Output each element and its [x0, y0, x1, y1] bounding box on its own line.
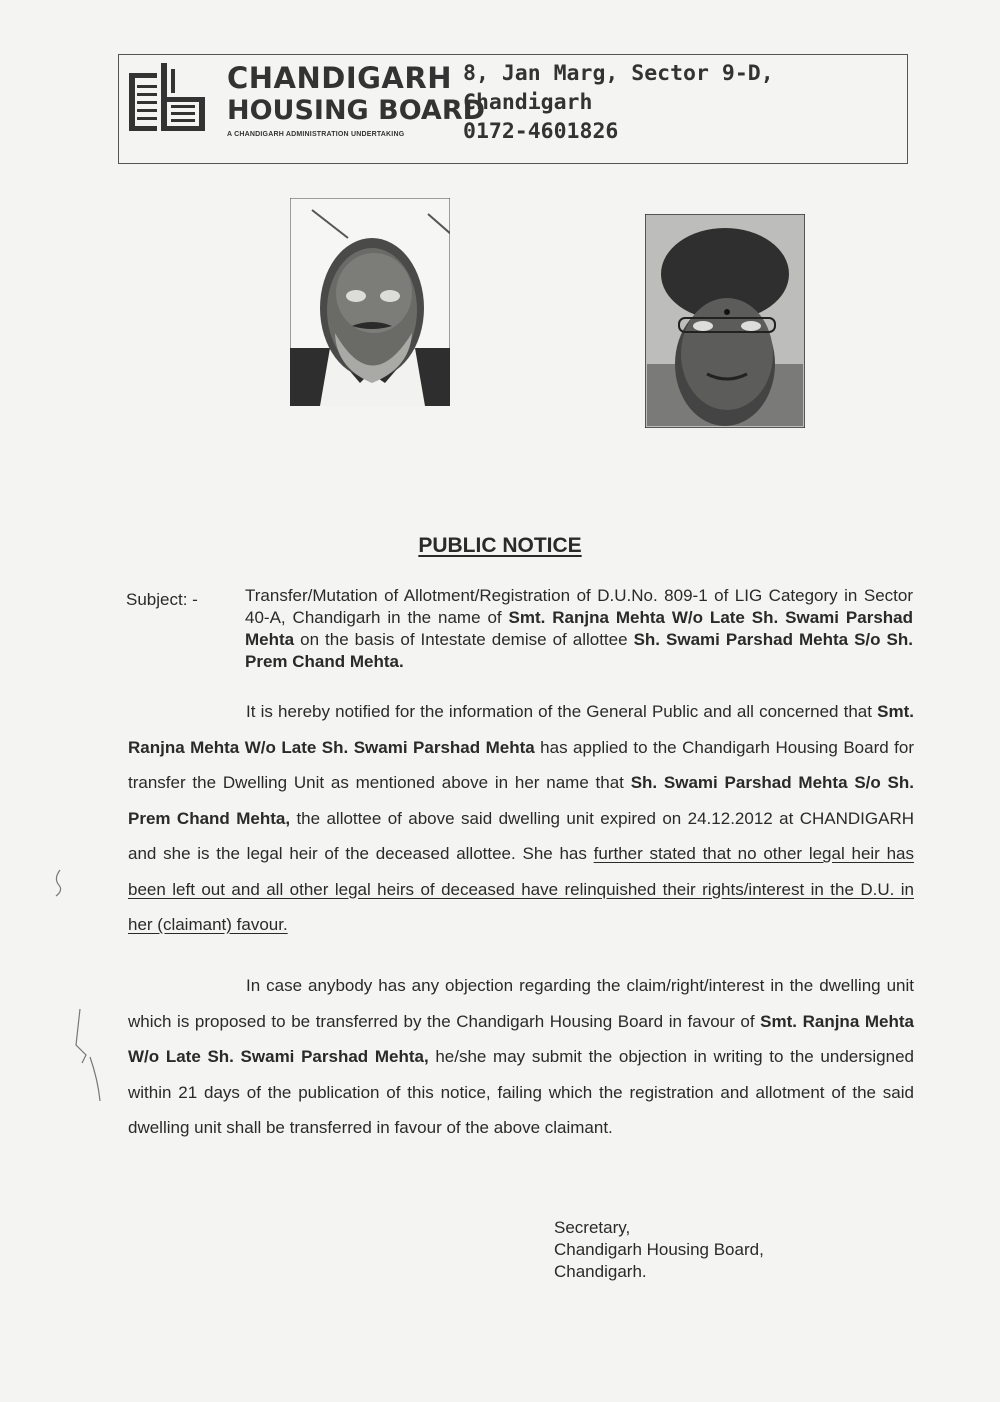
subject-allottee-name: Sh. Swami Parshad Mehta S/o Sh. Prem Chand Mehta. [245, 630, 913, 671]
signatory-title: Secretary, [554, 1218, 631, 1237]
letterhead [118, 54, 908, 164]
underlined-statement: further stated that no other legal heir has been left out and all other legal heirs of deceased have relinquished their rights/interest in the D.U. in her (claimant) favour. [128, 844, 914, 934]
paragraph-text: In case anybody has any objection regarding the claim/right/interest in the dwelling unit which is proposed to be transferred by the Chandigarh Housing Board in favour of [128, 976, 914, 1031]
subject-claimant-name: Smt. Ranjna Mehta W/o Late Sh. Swami Parshad Mehta [245, 608, 913, 649]
allottee-photo [290, 198, 450, 406]
address-city: Chandigarh [463, 90, 593, 115]
org-name: CHANDIGARH [227, 61, 452, 95]
claimant-name: Smt. Ranjna Mehta W/o Late Sh. Swami Parshad Mehta, [128, 1011, 914, 1066]
chb-logo-icon [129, 63, 207, 133]
phone-number: 0172-4601826 [463, 119, 619, 144]
margin-scribble-icon [68, 1005, 108, 1105]
address-line: 8, Jan Marg, Sector 9-D, [463, 61, 774, 86]
subject-text [245, 585, 913, 673]
signature-block [554, 1217, 764, 1283]
signatory-org: Chandigarh Housing Board, [554, 1240, 764, 1259]
allottee-name: Sh. Swami Parshad Mehta S/o Sh. Prem Chand Mehta, [128, 773, 914, 828]
claimant-name: Smt. Ranjna Mehta W/o Late Sh. Swami Parshad Mehta [128, 702, 914, 757]
subject-text-part: on the basis of Intestate demise of allottee [294, 630, 634, 649]
paragraph-text: he/she may submit the objection in writing to the undersigned within 21 days of the publication of this notice, failing which the registration and allotment of the said dwelling unit shall be transferred in favour of the above claimant. [128, 1047, 914, 1137]
subject-text-part: Transfer/Mutation of Allotment/Registration of D.U.No. 809-1 of LIG Category in Sector 40-A, Chandigarh in the name of [245, 586, 913, 627]
paragraph-text: has applied to the Chandigarh Housing Board for transfer the Dwelling Unit as mentioned above in her name that [128, 737, 914, 792]
address-block [463, 59, 774, 146]
subject-label: Subject: - [126, 590, 198, 609]
notice-title: PUBLIC NOTICE [418, 534, 582, 557]
margin-scribble-icon [50, 868, 70, 898]
signatory-city: Chandigarh. [554, 1262, 647, 1281]
objection-paragraph [128, 968, 914, 1146]
paragraph-text: It is hereby notified for the information of the General Public and all concerned that [246, 702, 878, 721]
claimant-photo [645, 214, 805, 428]
paragraph-text: the allottee of above said dwelling unit expired on 24.12.2012 at CHANDIGARH and she is the legal heir of the deceased allottee. She has [128, 808, 914, 863]
org-tagline: A CHANDIGARH ADMINISTRATION UNDERTAKING [227, 131, 405, 138]
notice-paragraph [128, 694, 914, 943]
org-subtitle: HOUSING BOARD [227, 95, 486, 126]
